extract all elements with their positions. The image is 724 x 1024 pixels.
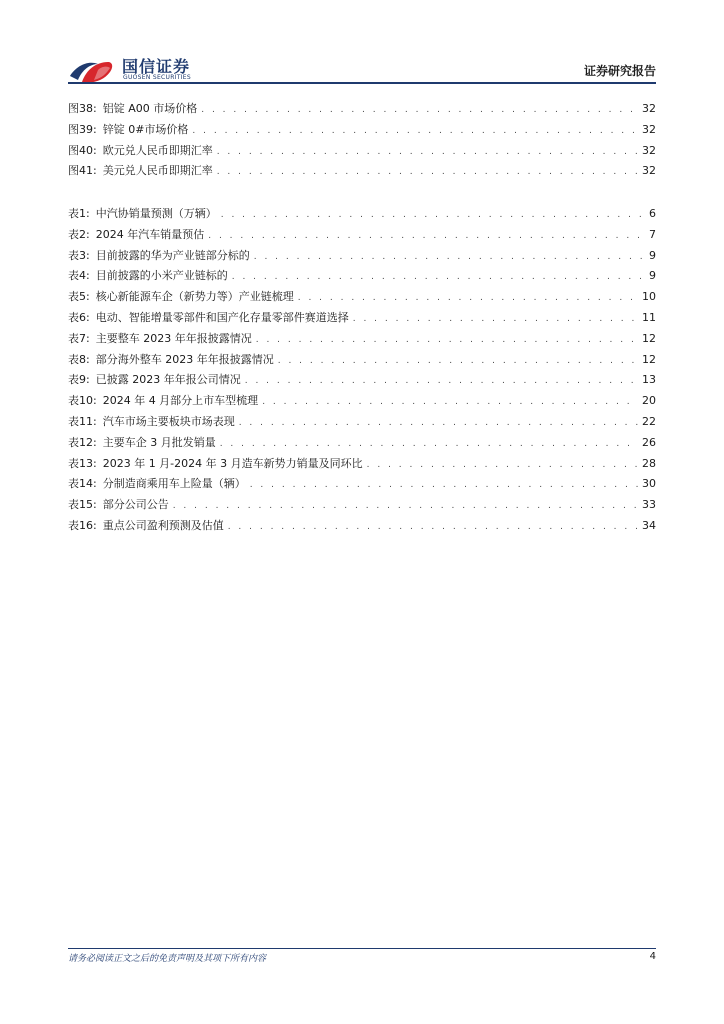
- entry-page-number: 7: [649, 227, 656, 241]
- entry-label: 表6:: [68, 310, 90, 324]
- entry-title: 锌锭 0#市场价格: [102, 122, 189, 136]
- entry-title: 目前披露的华为产业链部分标的: [95, 248, 250, 262]
- figure-entry[interactable]: [68, 100, 656, 121]
- dot-leader: [245, 376, 638, 386]
- entry-page-number: 6: [649, 207, 656, 220]
- entry-label: 表14:: [68, 477, 97, 491]
- entry-page-number: 30: [642, 477, 656, 491]
- table-entry[interactable]: [68, 475, 656, 496]
- dot-leader: [239, 418, 638, 428]
- entry-page-number: 9: [649, 269, 656, 283]
- entry-title: 2024 年汽车销量预估: [95, 227, 205, 241]
- entry-page-number: 10: [642, 290, 656, 304]
- entry-title: 主要整车 2023 年年报披露情况: [95, 331, 252, 345]
- dot-leader: [298, 293, 638, 303]
- entry-label: 表4:: [68, 269, 90, 283]
- table-entry[interactable]: [68, 267, 656, 288]
- entry-title: 美元兑人民币即期汇率: [102, 164, 213, 178]
- entry-page-number: 32: [642, 102, 656, 115]
- entry-title: 铝锭 A00 市场价格: [102, 102, 198, 115]
- dot-leader: [262, 397, 638, 407]
- table-entry[interactable]: [68, 351, 656, 372]
- dot-leader: [353, 314, 638, 324]
- entry-page-number: 32: [642, 122, 656, 136]
- table-entry[interactable]: [68, 330, 656, 351]
- entry-title: 电动、智能增量零部件和国产化存量零部件赛道选择: [95, 310, 349, 324]
- dot-leader: [278, 356, 638, 366]
- table-entry[interactable]: [68, 288, 656, 309]
- table-entry[interactable]: [68, 371, 656, 392]
- entry-page-number: 13: [642, 373, 656, 387]
- table-entry[interactable]: [68, 205, 656, 226]
- entry-title: 部分海外整车 2023 年年报披露情况: [95, 352, 274, 366]
- entry-page-number: 34: [642, 518, 656, 532]
- entry-page-number: 32: [642, 164, 656, 178]
- table-entry[interactable]: [68, 517, 656, 538]
- entry-page-number: 26: [642, 435, 656, 449]
- entry-page-number: 28: [642, 456, 656, 470]
- entry-label: 表13:: [68, 456, 97, 470]
- entry-label: 表7:: [68, 331, 90, 345]
- entry-title: 部分公司公告: [102, 498, 169, 512]
- report-type-label: 证券研究报告: [583, 64, 656, 78]
- entry-title: 汽车市场主要板块市场表现: [102, 414, 235, 428]
- entry-label: 表12:: [68, 435, 97, 449]
- dot-leader: [217, 147, 638, 157]
- footer-divider: [68, 948, 656, 949]
- guosen-logo-mark-icon: [68, 52, 118, 86]
- table-entry[interactable]: [68, 309, 656, 330]
- figure-index: [68, 100, 656, 183]
- entry-page-number: 12: [642, 352, 656, 366]
- entry-label: 表5:: [68, 290, 90, 304]
- table-entry[interactable]: [68, 226, 656, 247]
- disclaimer-note: 请务必阅读正文之后的免责声明及其项下所有内容: [68, 954, 267, 964]
- dot-leader: [201, 105, 638, 115]
- guosen-logo: [68, 52, 218, 86]
- dot-leader: [232, 272, 645, 282]
- entry-label: 表11:: [68, 414, 97, 428]
- dot-leader: [220, 439, 638, 449]
- figure-entry[interactable]: [68, 121, 656, 142]
- header-divider: [68, 82, 656, 84]
- entry-title: 欧元兑人民币即期汇率: [102, 143, 213, 157]
- table-index: [68, 205, 656, 538]
- page-header: [68, 50, 656, 86]
- table-entry[interactable]: [68, 392, 656, 413]
- entry-title: 重点公司盈利预测及估值: [102, 518, 224, 532]
- table-entry[interactable]: [68, 413, 656, 434]
- page-number: 4: [649, 951, 656, 962]
- entry-title: 已披露 2023 年年报公司情况: [95, 373, 241, 387]
- entry-label: 图41:: [68, 164, 97, 178]
- entry-title: 核心新能源车企（新势力等）产业链梳理: [95, 290, 294, 304]
- dot-leader: [256, 335, 638, 345]
- table-entry[interactable]: [68, 496, 656, 517]
- entry-label: 图38:: [68, 102, 97, 115]
- entry-label: 表9:: [68, 373, 90, 387]
- entry-page-number: 11: [642, 310, 656, 324]
- entry-page-number: 9: [649, 248, 656, 262]
- entry-title: 分制造商乘用车上险量（辆）: [102, 477, 246, 491]
- dot-leader: [254, 252, 645, 262]
- table-entry[interactable]: [68, 434, 656, 455]
- figure-entry[interactable]: [68, 162, 656, 183]
- dot-leader: [217, 167, 638, 177]
- entry-label: 表2:: [68, 227, 90, 241]
- entry-label: 表1:: [68, 207, 90, 220]
- entry-title: 目前披露的小米产业链标的: [95, 269, 228, 283]
- figure-entry[interactable]: [68, 142, 656, 163]
- dot-leader: [208, 231, 645, 241]
- entry-label: 表10:: [68, 394, 97, 408]
- entry-title: 中汽协销量预测（万辆）: [95, 207, 217, 220]
- table-entry[interactable]: [68, 247, 656, 268]
- entry-title: 2024 年 4 月部分上市车型梳理: [102, 394, 259, 408]
- entry-title: 2023 年 1 月-2024 年 3 月造车新势力销量及同环比: [102, 456, 363, 470]
- entry-label: 表8:: [68, 352, 90, 366]
- table-entry[interactable]: [68, 455, 656, 476]
- entry-page-number: 22: [642, 414, 656, 428]
- logo-english-text: GUOSEN SECURITIES: [123, 74, 192, 81]
- entry-label: 图40:: [68, 143, 97, 157]
- entry-page-number: 20: [642, 394, 656, 408]
- entry-label: 表3:: [68, 248, 90, 262]
- dot-leader: [367, 460, 638, 470]
- dot-leader: [250, 480, 638, 490]
- logo-chinese-text: 国信证券: [122, 57, 191, 76]
- entry-page-number: 33: [642, 498, 656, 512]
- entry-label: 图39:: [68, 122, 97, 136]
- dot-leader: [228, 522, 638, 532]
- dot-leader: [192, 126, 638, 136]
- entry-page-number: 32: [642, 143, 656, 157]
- entry-title: 主要车企 3 月批发销量: [102, 435, 216, 449]
- entry-page-number: 12: [642, 331, 656, 345]
- dot-leader: [173, 501, 638, 511]
- dot-leader: [221, 210, 645, 220]
- entry-label: 表15:: [68, 498, 97, 512]
- entry-label: 表16:: [68, 518, 97, 532]
